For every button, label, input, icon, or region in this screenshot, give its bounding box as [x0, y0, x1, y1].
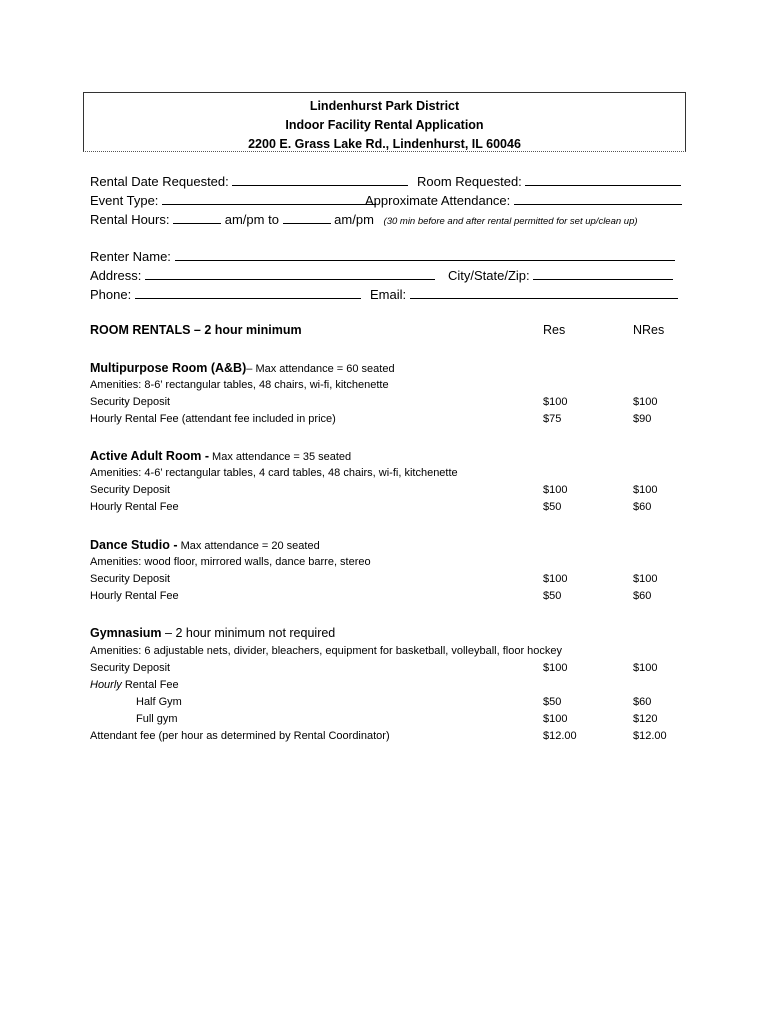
- rental-date-field[interactable]: [232, 173, 408, 186]
- rental-date-label: Rental Date Requested:: [90, 174, 229, 189]
- active-adult-amenities: Amenities: 4-6’ rectangular tables, 4 card tables, 48 chairs, wi-fi, kitchenette: [90, 467, 458, 479]
- gymnasium-desc: – 2 hour minimum not required: [161, 626, 336, 640]
- multipurpose-amenities: Amenities: 8-6’ rectangular tables, 48 chairs, wi-fi, kitchenette: [90, 379, 389, 391]
- multipurpose-desc: – Max attendance = 60 seated: [246, 363, 395, 375]
- gymnasium-hourly-italic: Hourly: [90, 679, 122, 691]
- room-rentals-heading: ROOM RENTALS – 2 hour minimum: [90, 323, 302, 337]
- approx-attendance-field[interactable]: [514, 192, 682, 205]
- multipurpose-hourly-label: Hourly Rental Fee (attendant fee included in price): [90, 413, 336, 425]
- dance-studio-deposit-res: $100: [543, 573, 568, 585]
- active-adult-desc: Max attendance = 35 seated: [208, 451, 352, 463]
- approx-attendance-label: Approximate Attendance:: [365, 193, 511, 208]
- email-label: Email:: [370, 287, 407, 302]
- dance-studio-name: Dance Studio -: [90, 538, 178, 552]
- address-field[interactable]: [145, 267, 435, 280]
- renter-name-field[interactable]: [175, 248, 675, 261]
- renter-name-row: [90, 248, 675, 264]
- rental-date-row: [90, 173, 408, 189]
- gymnasium-deposit-nres: $100: [633, 662, 658, 674]
- rental-hours-label: Rental Hours:: [90, 212, 170, 227]
- gymnasium-title: [90, 626, 335, 640]
- phone-label: Phone:: [90, 287, 132, 302]
- multipurpose-hourly-nres: $90: [633, 413, 652, 425]
- city-state-zip-label: City/State/Zip:: [448, 268, 530, 283]
- multipurpose-paren: (A&B): [210, 361, 247, 375]
- email-field[interactable]: [410, 286, 678, 299]
- col-res-header: Res: [543, 323, 566, 337]
- room-requested-label: Room Requested:: [417, 174, 522, 189]
- rental-hours-start-field[interactable]: [173, 211, 221, 224]
- attendant-fee-nres: $12.00: [633, 730, 667, 742]
- gymnasium-hourly-label: [90, 679, 179, 691]
- event-type-row: [90, 192, 376, 208]
- form-title: Indoor Facility Rental Application: [285, 118, 484, 132]
- dance-studio-hourly-res: $50: [543, 590, 562, 602]
- dance-studio-title: [90, 538, 320, 552]
- approx-attendance-row: [365, 192, 682, 208]
- rental-hours-row: [90, 211, 638, 227]
- rental-hours-end-field[interactable]: [283, 211, 331, 224]
- dance-studio-hourly-label: Hourly Rental Fee: [90, 590, 179, 602]
- ampm-text: am/pm: [334, 212, 374, 227]
- dance-studio-amenities: Amenities: wood floor, mirrored walls, dance barre, stereo: [90, 556, 371, 568]
- multipurpose-deposit-nres: $100: [633, 396, 658, 408]
- multipurpose-hourly-res: $75: [543, 413, 562, 425]
- setup-note: (30 min before and after rental permitted for set up/clean up): [383, 216, 638, 227]
- org-name: Lindenhurst Park District: [309, 99, 460, 113]
- half-gym-res: $50: [543, 696, 562, 708]
- gymnasium-amenities: Amenities: 6 adjustable nets, divider, bleachers, equipment for basketball, volleyball, floor hockey: [90, 645, 563, 657]
- facility-address: 2200 E. Grass Lake Rd., Lindenhurst, IL 60046: [248, 137, 521, 151]
- active-adult-hourly-res: $50: [543, 501, 562, 513]
- renter-name-label: Renter Name:: [90, 249, 171, 264]
- half-gym-label: Half Gym: [136, 696, 182, 708]
- half-gym-nres: $60: [633, 696, 652, 708]
- active-adult-deposit-res: $100: [543, 484, 568, 496]
- gymnasium-deposit-label: Security Deposit: [90, 662, 171, 674]
- event-type-label: Event Type:: [90, 193, 159, 208]
- attendant-fee-res: $12.00: [543, 730, 577, 742]
- active-adult-deposit-nres: $100: [633, 484, 658, 496]
- multipurpose-deposit-res: $100: [543, 396, 568, 408]
- room-requested-row: [417, 173, 681, 189]
- city-state-zip-field[interactable]: [533, 267, 673, 280]
- multipurpose-title: [90, 361, 395, 375]
- email-row: [370, 286, 678, 302]
- active-adult-deposit-label: Security Deposit: [90, 484, 171, 496]
- attendant-fee-label: Attendant fee (per hour as determined by Rental Coordinator): [90, 730, 390, 742]
- address-label: Address:: [90, 268, 142, 283]
- phone-row: [90, 286, 361, 302]
- room-requested-field[interactable]: [525, 173, 681, 186]
- dance-studio-desc: Max attendance = 20 seated: [177, 540, 320, 552]
- multipurpose-name: Multipurpose Room: [90, 361, 208, 375]
- gymnasium-deposit-res: $100: [543, 662, 568, 674]
- multipurpose-deposit-label: Security Deposit: [90, 396, 171, 408]
- active-adult-hourly-nres: $60: [633, 501, 652, 513]
- event-type-field[interactable]: [162, 192, 376, 205]
- ampm-to-text: am/pm to: [224, 212, 279, 227]
- dance-studio-hourly-nres: $60: [633, 590, 652, 602]
- phone-field[interactable]: [135, 286, 361, 299]
- full-gym-label: Full gym: [136, 713, 178, 725]
- city-state-zip-row: [448, 267, 673, 283]
- dance-studio-deposit-label: Security Deposit: [90, 573, 171, 585]
- dance-studio-deposit-nres: $100: [633, 573, 658, 585]
- gymnasium-hourly-rest: Rental Fee: [121, 679, 179, 691]
- active-adult-title: [90, 449, 351, 463]
- gymnasium-name: Gymnasium: [90, 626, 162, 640]
- address-row: [90, 267, 435, 283]
- full-gym-nres: $120: [633, 713, 658, 725]
- header-box: [83, 92, 686, 152]
- active-adult-name: Active Adult Room -: [90, 449, 209, 463]
- full-gym-res: $100: [543, 713, 568, 725]
- col-nres-header: NRes: [633, 323, 665, 337]
- active-adult-hourly-label: Hourly Rental Fee: [90, 501, 179, 513]
